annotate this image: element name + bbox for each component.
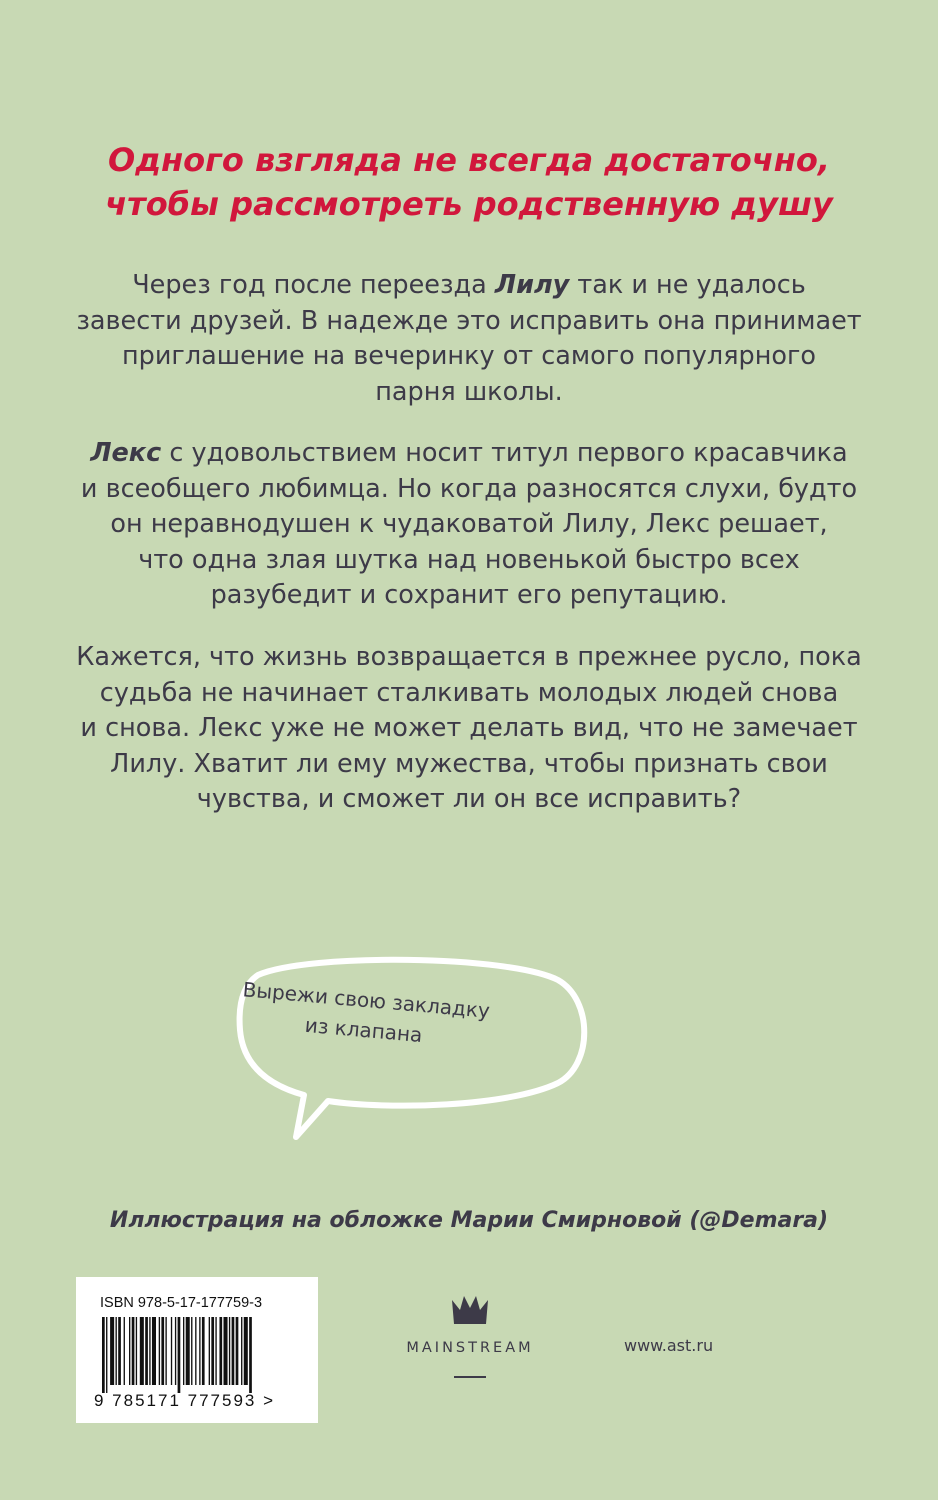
bubble-line-2: из клапана [303,1012,424,1048]
barcode-bar [195,1317,196,1385]
barcode-bar [145,1317,148,1385]
barcode-bar [202,1317,205,1385]
barcode-bar [183,1317,184,1385]
tagline [60,138,878,226]
paragraph-3-line-4: Лилу. Хватит ли ему мужества, чтобы признать свои [110,748,828,779]
barcode-bar [136,1317,137,1385]
barcode [76,1277,318,1423]
barcode-bar [152,1317,156,1385]
illustration-credit: Иллюстрация на обложке Марии Смирновой (@Demara) [109,1208,829,1233]
isbn-label: ISBN 978-5-17-177759-3 [100,1295,263,1311]
barcode-bar [161,1317,164,1385]
barcode-bar [241,1317,242,1385]
barcode-digits: 9 785171 777593 > [94,1391,276,1410]
paragraph-1-line-4: парня школы. [375,376,563,407]
paragraph-2-line-3: он неравнодушен к чудаковатой Лилу, Лекс решает, [110,509,828,539]
barcode-bar [106,1317,107,1393]
paragraph-3-line-5: чувства, и сможет ли он все исправить? [196,784,742,814]
paragraph-1-line-2: завести друзей. В надежде это исправить она принимает [76,305,862,336]
barcode-bar [209,1317,210,1385]
description-paragraph-3 [60,640,878,818]
barcode-bar [118,1317,121,1385]
character-name-lilu: Лилу [494,270,570,300]
barcode-bar [129,1317,130,1385]
tagline-line-2: чтобы рассмотреть родственную душу [105,185,833,223]
barcode-bar [140,1317,144,1385]
crown-icon [452,1296,488,1324]
barcode-bar [159,1317,160,1385]
barcode-bar [249,1317,252,1393]
barcode-bar [102,1317,105,1393]
paragraph-3-line-2: судьба не начинает сталкивать молодых людей снова [99,677,839,708]
character-name-lex: Лекс [90,438,162,468]
logo-underline [454,1376,486,1378]
barcode-bar [124,1317,125,1385]
paragraph-2-line-1 [60,436,878,472]
barcode-bar [232,1317,235,1385]
paragraph-3-line-1: Кажется, что жизнь возвращается в прежнее русло, пока [76,642,862,672]
barcode-bar [191,1317,192,1385]
barcode-bar [199,1317,200,1385]
barcode-bar [236,1317,239,1385]
barcode-bar [229,1317,230,1385]
description-paragraph-2 [60,436,878,614]
barcode-bar [175,1317,176,1385]
paragraph-2-line-4: что одна злая шутка над новенькой быстро всех [138,544,800,575]
barcode-bar [244,1317,248,1385]
barcode-bar [219,1317,222,1385]
publisher-logo [380,1296,560,1382]
description-paragraph-1 [60,268,878,410]
bubble-line-1: Вырежи свою закладку [241,977,491,1023]
barcode-bar [110,1317,114,1385]
publisher-name: MAINSTREAM [406,1340,534,1356]
barcode-bar [186,1317,190,1385]
barcode-bar [171,1317,172,1385]
paragraph-2-line-2: и всеобщего любимца. Но когда разносятся слухи, будто [80,473,858,504]
barcode-bar [178,1317,181,1393]
barcode-bar [116,1317,117,1385]
barcode-bar [211,1317,214,1385]
paragraph-3-line-3: и снова. Лекс уже не может делать вид, что не замечает [80,713,858,743]
text-segment: так и не удалось [569,270,806,300]
paragraph-1-line-1 [60,268,878,304]
barcode-bar [132,1317,135,1385]
barcode-bar [224,1317,228,1385]
barcode-bar [165,1317,166,1385]
text-segment: Через год после переезда [132,270,495,300]
barcode-bar [215,1317,216,1385]
text-segment: с удовольствием носит титул первого красавчика [161,438,848,468]
tagline-line-1: Одного взгляда не всегда достаточно, [108,141,830,179]
paragraph-1-line-3: приглашение на вечеринку от самого популярного [121,341,816,371]
barcode-bar [149,1317,150,1385]
publisher-website: www.ast.ru [624,1336,714,1355]
paragraph-2-line-5: разубедит и сохранит его репутацию. [210,580,728,610]
